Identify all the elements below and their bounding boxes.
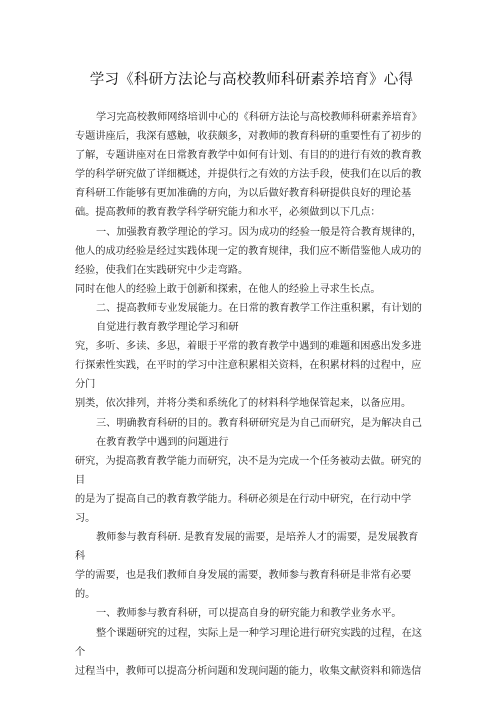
body-text-line: 科 bbox=[75, 551, 86, 563]
body-text-line: 的。 bbox=[75, 589, 96, 601]
body-text-line: 同时在他人的经验上敢于创新和探索，在他人的经验上寻求生长点。 bbox=[75, 283, 381, 295]
body-text-line: 二、提高教师专业发展能力。在日常的教育教学工作注重积累，有计划的 bbox=[96, 302, 422, 314]
body-text-line: 目 bbox=[75, 474, 86, 486]
body-text-line: 经验，使我们在实践研究中少走弯路。 bbox=[75, 264, 249, 276]
body-text-line: 的是为了提高自己的教育教学能力。科研必须是在行动中研究，在行动中学 bbox=[75, 493, 412, 505]
body-text-line: 学的需要，也是我们教师自身发展的需要，教师参与教育科研是非常有必要 bbox=[75, 570, 412, 582]
body-text-line: 专题讲座后，我深有感触，收获颇多，对教师的教育科研的重要性有了初步的 bbox=[75, 131, 422, 143]
body-text-line: 别类，依次排列，并将分类和系统化了的材料科学地保管起来，以备应用。 bbox=[75, 398, 412, 410]
document-title: 学习《科研方法论与高校教师科研素养培育》心得 bbox=[89, 72, 414, 88]
body-text-line: 自觉进行教育教学理论学习和研 bbox=[96, 322, 239, 334]
body-text-line: 教师参与教育科研. 是教育发展的需要，是培养人才的需要，是发展教育 bbox=[96, 532, 419, 544]
document-body bbox=[75, 108, 428, 681]
body-text-line: 过程当中，教师可以提高分析问题和发现问题的能力，收集文献资料和筛选信 bbox=[75, 665, 422, 677]
body-text-line: 研究，为提高教育教学能力而研究，决不是为完成一个任务被动去做。研究的 bbox=[75, 455, 422, 467]
body-text-line: 了解，专题讲座对在日常教育教学中如何有计划、有目的的进行有效的教育教 bbox=[75, 150, 422, 162]
body-text-line: 个 bbox=[75, 646, 86, 658]
body-text-line: 行探索性实践，在平时的学习中注意积累相关资料，在积累材料的过程中，应 bbox=[75, 360, 422, 372]
body-text-line: 究，多听、多读、多思，着眼于平常的教育教学中遇到的难题和困惑出发多进 bbox=[75, 341, 422, 353]
body-text-line: 分门 bbox=[75, 379, 96, 391]
body-text-line: 在教育教学中遇到的问题进行 bbox=[96, 436, 229, 448]
body-text-line: 学的科学研究做了详细概述，并提供行之有效的方法手段，使我们在以后的教 bbox=[75, 169, 422, 181]
body-text-line: 育科研工作能够有更加准确的方向，为以后做好教育科研提供良好的理论基 bbox=[75, 188, 412, 200]
body-text-line: 整个课题研究的过程，实际上是一种学习理论进行研究实践的过程，在这 bbox=[96, 627, 422, 639]
body-text-line: 一、加强教育教学理论的学习。因为成功的经验一般是符合教育规律的， bbox=[96, 226, 422, 238]
body-text-line: 础。提高教师的教育教学科学研究能力和水平，必须做到以下几点： bbox=[75, 207, 381, 219]
body-text-line: 三、明确教育科研的目的。教育科研研究是为自己而研究，是为解决自己 bbox=[96, 417, 422, 429]
body-text-line: 他人的成功经验是经过实践体现一定的教育规律，我们应不断借鉴他人成功的 bbox=[75, 245, 422, 257]
body-text-line: 学习完高校教师网络培训中心的《科研方法论与高校教师科研素养培育》 bbox=[96, 112, 422, 123]
body-text-line: 习。 bbox=[75, 512, 96, 524]
body-text-line: 一、教师参与教育科研，可以提高自身的研究能力和教学业务水平。 bbox=[96, 608, 402, 620]
